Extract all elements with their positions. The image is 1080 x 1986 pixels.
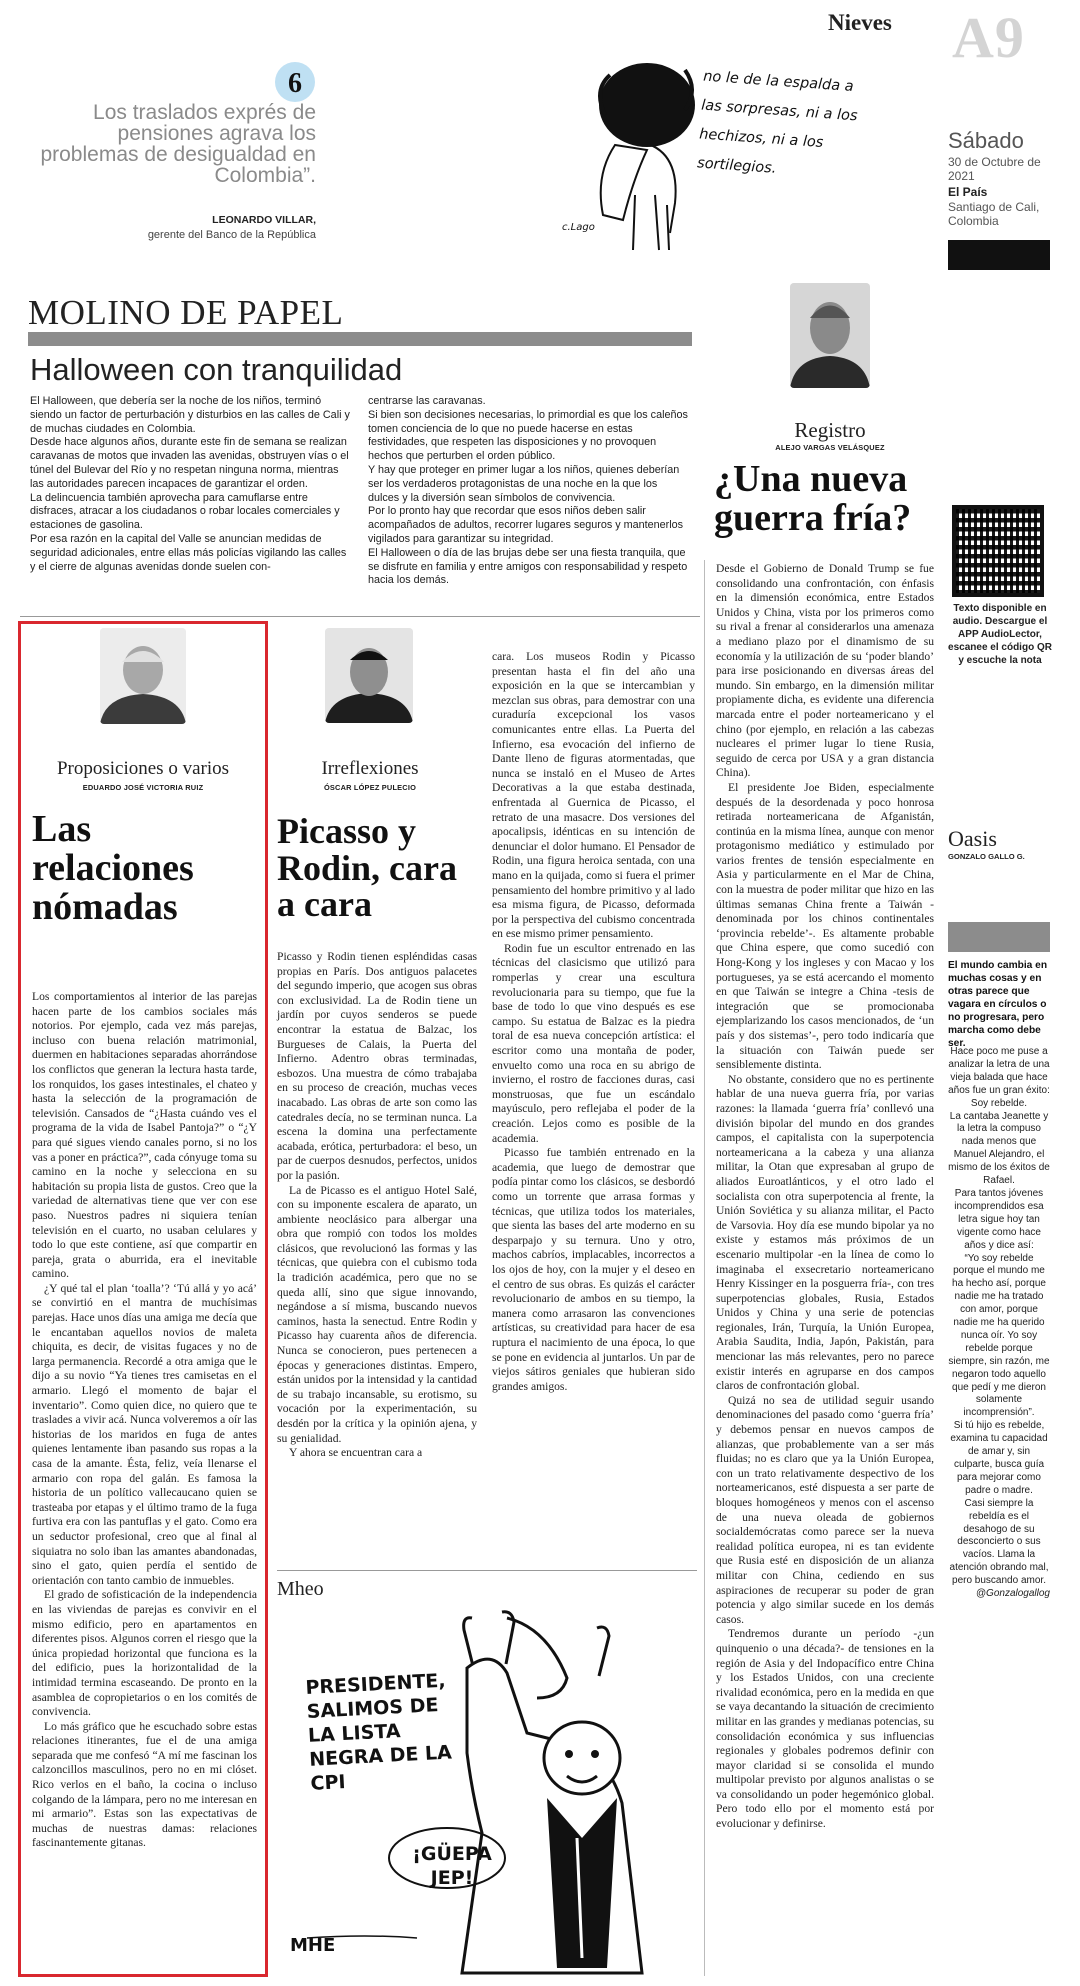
proposiciones-body: Los comportamientos al interior de las parejas hacen parte de los cambios sociales más notorios. Por ejemplo, cada vez más parejas, incluso con buena relación matrimonial, duermen en habitaciones separadas ahorrándose los conflictos que generan la lectura hasta tarde, los ronquidos, los gases intestinales, el chateo y hasta la selección de la programación de televisión. Cansados de “¿Hasta cuándo ves el programa de la vida de Isabel Pantoja?” o “¿Y para qué sigues viendo canales porno, si no los vas a poner en práctica?”, cada cónyuge toma su camino en la noche y selecciona en su habitación su propia lista de gustos. Creo que la variedad de alternativas tiene que ver con ese paso. Nuestros padres ni siquiera tenían televisión en el cuarto, no usaban celulares y todo lo que este contiene, así que compartir en pareja, grata o aburrida, era el inevitable camino. ¿Y qué tal el plan ‘toalla’? ‘Tú allá y yo acá’ se convirtió en el mantra de muchísimas parejas. Hace unos días una amiga me decía que le encantaban aquellos novios de maleta chiquita, es decir, de visitas fugaces y no de larga permanencia. Recordé a otra amiga que le dijo a su novio “Ya tienes tres camisetas en el armario. Llegó el momento de bajar el inventario”. Como quien dice, no quiero que te traslades a vivir acá. Nunca volveremos a oír las historias de los maridos en fuga de antes quienes lentamente iban pasando sus ropas a la casa de la amante. Ésta, feliz, veía llenarse el armario con ropa del galán. Es famosa la historia de un político vallecaucano quien se trasteaba por etapas y el último tramo de la fuga furtiva era con las pantuflas y el gato. Como era un seductor profesional, creo que al final al siquiatra no solo iban las amantes abandonadas, sino el gato, quien perdía el sentido de orientación con tanto cambio de inmuebles. El grado de sofisticación de la independencia en las viviendas de parejas es convivir en el mismo edificio, pero en apartamentos en diferentes pisos. Algunos corren el riesgo que la única propiedad horizontal que funciona es la del edificio, pues la horizontalidad de la intimidad termina escaseando. De pronto en la asamblea de copropietarios o en los comités de convivencia. Lo más gráfico que he escuchado sobre estas relaciones itinerantes, fue el de una amiga separada que me confesó “A mí me fascinan los calzoncillos masculinos, pero no en mi clóset. Rico verlos en el baño, la cocina o incluso colgando de la lámpara, pero no me interesan en mi armario”. Estas son las expectativas de muchas de nuestras damas: relaciones fascinantemente gitanas.: [32, 990, 258, 1850]
mheo-title: Mheo: [277, 1578, 324, 1600]
irreflexiones-author-photo: [325, 628, 413, 723]
mheo-bubble-1: PRESIDENTE, SALIMOS DE LA LISTA NEGRA DE LA CPI: [305, 1669, 453, 1795]
page-number: A9: [952, 5, 1025, 70]
oasis-handle[interactable]: @Gonzalogallog: [975, 1588, 1050, 1600]
proposiciones-headline: Las relaciones nómadas: [32, 808, 194, 928]
irreflexiones-headline: Picasso y Rodin, cara a cara: [277, 811, 457, 925]
cartoon-top-signature: c.Lago: [562, 222, 595, 233]
irreflexiones-author: ÓSCAR LÓPEZ PULECIO: [323, 783, 417, 792]
audio-note: Texto disponible en audio. Descargue el APP AudioLector, escanee el código QR y escuche la nota: [948, 603, 1052, 666]
molino-gray-bar: [28, 332, 692, 346]
quote-text: Los traslados exprés de pensiones agrava los problemas de desigualdad en Colombia”.: [40, 101, 316, 187]
molino-col2: centrarse las caravanas. Si bien son decisiones necesarias, lo primordial es que los caleños tomen conciencia de lo que no puede hacerse en estas festividades, que respeten las disposiciones y no provoquen hechos que perturben el orden público. Y hay que proteger en primer lugar a los niños, quienes deberían ser los verdaderos protagonistas de una noche en la que los dulces y la diversión sean símbolos de convivencia. Por lo pronto hay que recordar que esos niños deben salir acompañados de adultos, recorrer lugares seguros y mantenerlos vigilados para garantizar su integridad. El Halloween o día de las brujas debe ser una fiesta tranquila, que se disfrute en familia y entre amigos con responsabilidad y respeto hacia los demás.: [368, 395, 688, 587]
masthead-black-box: [948, 240, 1050, 270]
mheo-top-rule: [277, 1570, 697, 1571]
quote-icon: [275, 62, 315, 102]
registro-author-photo: [790, 283, 870, 388]
oasis-author: GONZALO GALLO G.: [948, 852, 1025, 861]
mheo-bubble-2: ¡GÜEPA JEP!: [412, 1843, 492, 1889]
quote-role: gerente del Banco de la República: [147, 229, 316, 241]
proposiciones-column-name: Proposiciones o varios: [56, 758, 230, 779]
oasis-gray-bar: [948, 922, 1050, 952]
cartoon-top-caption: no le de la espalda a las sorpresas, ni a los hechizos, ni a los sortilegios.: [696, 68, 858, 177]
molino-section-title: MOLINO DE PAPEL: [28, 293, 344, 332]
oasis-body: Hace poco me puse a analizar la letra de una vieja balada que hace años fue un gran éxito: Soy rebelde. La cantaba Jeanette y la letra la compuso nada menos que Manuel Alejandro, el mismo de los éxitos de Rafael. Para tantos jóvenes incomprendidos esa letra sigue hoy tan vigente como hace años y dice así: “Yo soy rebelde porque el mundo me ha hecho así, porque nadie me ha tratado con amor, porque nadie me ha querido nunca oír. Yo soy rebelde porque siempre, sin razón, me negaron todo aquello que pedí y me dieron solamente incomprensión”. Si tú hijo es rebelde, examina tu capacidad de amar y, sin culparte, busca guía para mejorar como padre o madre. Casi siempre la rebeldía es el desahogo de su desconcierto o sus vacíos. Llama la atención obrando mal, pero buscando amor. @Gonzalogallog: [948, 1046, 1050, 1600]
section-name: Nieves: [828, 10, 892, 35]
molino-divider: [20, 616, 700, 617]
masthead-paper: El País: [948, 185, 988, 199]
molino-headline: Halloween con tranquilidad: [30, 352, 403, 387]
molino-col1: El Halloween, que debería ser la noche de los niños, terminó siendo un factor de perturbación y disturbios en las calles de Cali y de muchas ciudades en Colombia. Desde hace algunos años, durante este fin de semana se realizan caravanas de motos que invaden las avenidas, obstruyen vías o el túnel del Bulevar del Río y no respetan ninguna norma, mientras las autoridades parecen incapaces de garantizar el orden. La delincuencia también aprovecha para camuflarse entre disfraces, atracar a los ciudadanos o robar locales comerciales y estaciones de gasolina. Por esa razón en la capital del Valle se anuncian medidas de seguridad adicionales, entre ellas más policías vigilando las calles y el cierre de algunas avenidas donde suelen con-: [30, 395, 350, 573]
proposiciones-author: EDUARDO JOSÉ VICTORIA RUIZ: [82, 783, 204, 792]
quote-author: LEONARDO VILLAR,: [212, 214, 316, 226]
irreflexiones-col1: Picasso y Rodin tienen espléndidas casas propias en París. Dos antiguos palacetes del segundo imperio, que acogen sus obras con exclusividad. La de Rodin tiene un jardín por cuyos senderos se puede encontrar la estatua de Balzac, los Burgueses de Calais, la Puerta del Infierno. Adentro obras terminadas, esbozos. Una muestra de cómo trabajaba en su proceso de creación, muchas veces inacabado. Las obras de arte son como las catedrales decía, no se terminan nunca. La escena la domina una perfectamente acabada, erótica, perturbadora: el beso, un par de cuerpos desnudos, perfectos, unidos por la pasión. La de Picasso es el antiguo Hotel Salé, con su imponente escalera de aparato, un ambiente neoclásico para albergar una obra que rompió con todos los moldes clásicos, que revolucionó las formas y las técnicas, que quiebra con el cubismo toda la tradición académica, pero que no se queda allí, sino que sigue innovando, negándose a sí misma, buscando nuevos caminos, hasta la senectud. Entre Rodin y Picasso hay cuarenta años de diferencia. Nunca se conocieron, pues pertenecen a épocas y generaciones distintas. Empero, están unidos por la intensidad y la cantidad de su trabajo incansable, su erotismo, su vocación por la experimentación, su desdén por la crítica y la opinión ajena, y su genialidad. Y ahora se encuentran cara a: [277, 950, 477, 1460]
mheo-signature: MHE: [290, 1935, 336, 1956]
masthead-location: Santiago de Cali, Colombia: [948, 200, 1040, 228]
registro-column-name: Registro: [794, 418, 866, 442]
qr-code[interactable]: [952, 505, 1044, 597]
irreflexiones-column-name: Irreflexiones: [321, 758, 419, 779]
registro-body: Desde el Gobierno de Donald Trump se fue consolidando una confrontación, con énfasis en la dimensión económica, entre Estados Unidos y China, vista por los primeros como su rival a frenar al considerarlos una amenaza a mediano plazo por el dinamismo de su economía y la utilización de su ‘poder blando’ para irse posicionando en diversas áreas del mundo. Sin embargo, en la dimensión militar propiamente dicha, es evidente una diferencia marcada entre el poder norteamericano y el chino (por ejemplo, en relación a las cabezas nucleares el primer lugar lo tiene Rusia, seguido de cerca por USA y a gran distancia China). El presidente Joe Biden, especialmente después de la desordenada y poco honrosa retirada norteamericana de Afganistán, continúa en la misma línea, aunque con menor protagonismo mediático y estimulado por varios frentes de tensión especialmente en Asia y particularmente en el Mar de China, con la muestra de poder militar que hizo en las últimas semanas China frente a Taiwán -denominada por los chinos continentales ‘provincia rebelde’-. Es altamente probable que China espere, que como sucedió con Hong-Kong y los ingleses y con Macao y los portugueses, ya se está acercando el momento en que Taiwán se integre a China -tesis de integración que se promocionaba ejemplarizando los casos mencionados, de ‘un país y dos sistemas’-, pero todo indicaría que la situación con Taiwán puede ser sensiblemente distinta. No obstante, considero que no es pertinente hablar de una nueva guerra fría, por varias razones: la llamada ‘guerra fría’ conllevó una división bipolar del mundo en dos grandes campos, el capitalista con la superpotencia norteamericana a la cabeza y una alianza militar, la Otan que expresaban al grupo de aliados Euroatlánticos, y el otro lado el socialista con otra superpotencia al frente, la Unión Soviética y su alianza militar, el Pacto de Varsovia. Hoy día ese mundo bipolar ya no existe y estamos más próximos de un escenario multipolar -en la línea de como lo imaginaba el exsecretario norteamericano Henry Kissinger en la posguerra fría-, con tres superpotencias globales, Rusia, Estados Unidos y China y una serie de potencias regionales, Irán, Turquía, la Unión Europea, Arabia Saudita, India, Japón, Pakistán, para mencionar las más relevantes, pero no parece existir interés en agruparse en dos campos claros de confrontación global. Quizá no sea de utilidad seguir usando denominaciones del pasado como ‘guerra fría’ y debemos pensar en nuevos campos de alianzas, que probablemente van a ser más fluidas; no es claro que ya la Unión Europea, con un trato relativamente despectivo de los norteamericanos, esté dispuesta a ser parte de bloques homogéneos y menos con el ascenso de una nueva oleada de gobiernos socialdemócratas como parece ser la nueva realidad política europea, ni es tan evidente que Rusia esté en disposición de un alianza militar con China, cediendo en sus aspiraciones de recuperar su poder de gran potencia y algo similar sucede en los demás casos. Tendremos durante un período -¿un quinquenio o una década?- de tensiones en la región de Asia y del Indopacífico entre China y los Estados Unidos, con una creciente rivalidad económica, pero en la medida en que se vaya decantando la situación de crecimiento militar en las grandes y medianas potencias, su consolidación económica y sus influencias regionales y globales podremos definir con mayor claridad si se consolida el mundo multipolar previsto por algunos analistas o se va consolidando un poder hegemónico global. Pero todo ello por el momento está por evolucionar y definirse.: [716, 562, 934, 1831]
masthead-day: Sábado: [948, 128, 1024, 153]
oasis-lead: El mundo cambia en muchas cosas y en otras parece que vagara en círculos o no progresara, pero marcha como debe ser.: [948, 960, 1048, 1049]
irreflexiones-col2: cara. Los museos Rodin y Picasso presentan hasta el fin del año una exposición en la que se intercambian y mezclan sus obras, para demostrar con una curaduría excepcional los vasos comunicantes entre ellas. La Puerta del Infierno, esa evocación del infierno de Dante lleno de figuras atormentadas, que nunca se instaló en el Museo de Artes Decorativas a la que estaba destinada, enfrentada al Guernica de Picasso, el retrato de una masacre. Dos versiones del apocalipsis, idénticas en su intención de denunciar el dolor humano. El Pensador de Rodin, una figura heroica sentada, con una mano en la quijada, como si fuera el primer pensamiento del hombre primitivo y al lado esa misma figura, de Picasso, deformada por la perspectiva del cubismo concentrada en ese mismo primer pensamiento. Rodin fue un escultor entrenado en las técnicas del clasicismo que utilizó para romperlas y crear una escultura revolucionaria para su tiempo, que fue la base de todo lo que vino después es ese campo. Su estatua de Balzac es la piedra toral de esa nueva concepción artística: el escritor como una montaña de poder, envuelto como una roca en su abrigo de invierno, el rostro de facciones duras, casi monstruosas, que fue un escándalo mayúsculo, pero reflejaba el poder de la creación. Lejos como es posible de la academia. Picasso fue también entrenado en la academia, que luego de demostrar que podía pintar como los clásicos, se desbordó como un torrente que arrasa formas y técnicas, que utiliza todos los materiales, que sienta las bases del arte moderno en su desparpajo y su ternura. Uno y otro, machos cabríos, implacables, incorrectos a los ojos de hoy, con la mujer y el deseo en el centro de sus obras. Es quizás el carácter revolucionario de ambos en su tiempo, la manera como arrasaron las convenciones artísticas, su creatividad para hacer de esa ruptura el nacimiento de una época, lo que se pone en evidencia al juntarlos. Un par de viejos sátiros geniales que hubieran sido grandes amigos.: [492, 650, 695, 1393]
masthead-date: 30 de Octubre de 2021: [948, 155, 1041, 183]
registro-author: ALEJO VARGAS VELÁSQUEZ: [775, 443, 885, 452]
proposiciones-author-photo: [100, 628, 186, 724]
registro-headline: ¿Una nueva guerra fría?: [714, 458, 912, 539]
vertical-divider: [704, 560, 705, 1976]
svg-text:6: 6: [288, 68, 302, 99]
oasis-column-name: Oasis: [948, 826, 997, 851]
